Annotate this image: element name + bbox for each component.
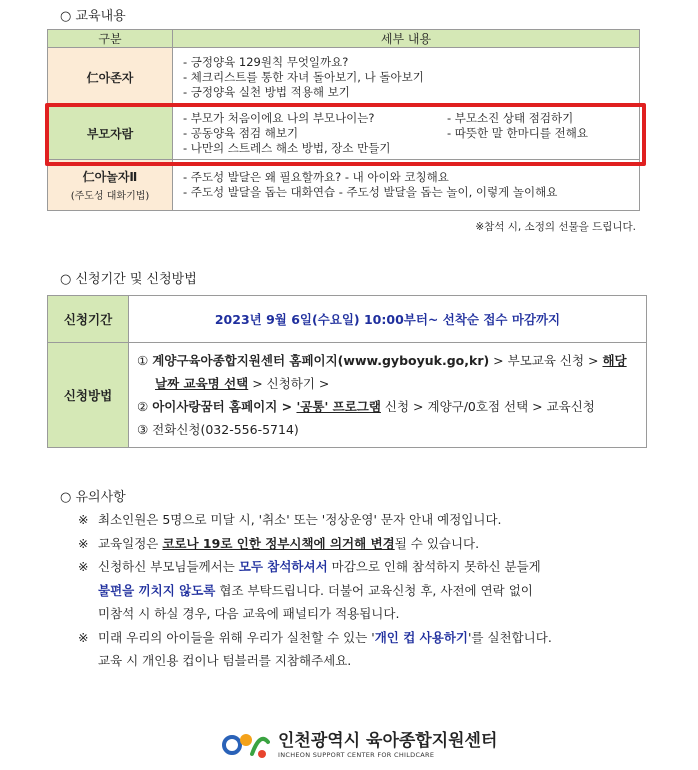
category-label: 仁아놀자Ⅱ xyxy=(82,170,138,184)
details-cell xyxy=(173,48,640,107)
logo-title: 인천광역시 육아종합지원센터 xyxy=(278,730,498,751)
method-cell xyxy=(129,343,647,448)
category-cell xyxy=(48,160,173,211)
category-sublabel: (주도성 대화기법) xyxy=(70,191,150,202)
detail-line: - 공동양육 점검 해보기 xyxy=(183,125,299,140)
detail-line: - 체크리스트를 통한 자녀 돌아보기, 나 돌아보기 xyxy=(183,69,424,84)
category-label: 부모자람 xyxy=(86,126,134,141)
category-label: 仁아존자 xyxy=(86,70,134,85)
method-3: ③ 전화신청(032-556-5714) xyxy=(137,422,299,437)
detail-line: - 나만의 스트레스 해소 방법, 장소 만들기 xyxy=(183,140,391,155)
center-logo xyxy=(222,728,497,762)
table-row xyxy=(48,160,640,211)
logo-mark-icon xyxy=(222,728,270,762)
application-table xyxy=(47,295,647,448)
method-label: 신청방법 xyxy=(48,343,129,448)
table-row xyxy=(48,48,640,107)
section-title-notes: ○ 유의사항 xyxy=(60,490,126,505)
section-title-application: ○ 신청기간 및 신청방법 xyxy=(60,272,197,287)
detail-line: - 긍정양육 실천 방법 적용해 보기 xyxy=(183,84,350,99)
category-cell xyxy=(48,48,173,107)
note-item: ※ 미래 우리의 아이들을 위해 우리가 실천할 수 있는 '개인 컵 사용하기'를 실천합니다. 교육 시 개인용 컵이나 텀블러를 지참해주세요. xyxy=(78,629,552,668)
note-item: ※ 신청하신 부모님들께서는 모두 참석하셔서 마감으로 인해 참석하지 못하신 분들게 불편을 끼치지 않도록 협조 부탁드립니다. 더불어 교육신청 후, 사전에 연락 없이 미참석 시 하실 경우, 다음 교육에 패널티가 적용됩니다. xyxy=(78,559,541,621)
highlight-box xyxy=(45,103,646,166)
detail-line: - 긍정양육 129원칙 무엇일까요? xyxy=(183,54,349,69)
method-2: ② 아이사랑꿈터 홈페이지 > '공통' 프로그램 신청 > 계양구/0호점 선택 > 교육신청 xyxy=(137,399,595,414)
details-cell xyxy=(173,160,640,211)
homepage-link: 계양구육아종합지원센터 홈페이지(www.gyboyuk.go,kr) xyxy=(152,353,490,368)
table-header-details: 세부 내용 xyxy=(173,30,640,48)
notes-list xyxy=(78,508,658,673)
gift-note: ※참석 시, 소정의 선물을 드립니다. xyxy=(475,221,636,233)
detail-line: - 주도성 발달은 왜 필요할까요? - 내 아이와 코칭해요 xyxy=(183,170,449,184)
table-header-category: 구분 xyxy=(48,30,173,48)
section-title-education: ○ 교육내용 xyxy=(60,9,126,24)
detail-line: - 부모가 처음이에요 나의 부모나이는? xyxy=(183,110,375,125)
logo-subtitle: INCHEON SUPPORT CENTER FOR CHILDCARE xyxy=(278,750,435,759)
period-value: 2023년 9월 6일(수요일) 10:00부터~ 선착순 접수 마감까지 xyxy=(129,296,647,343)
detail-line: - 따뜻한 말 한마디를 전해요 xyxy=(447,125,588,140)
detail-line: - 주도성 발달을 돕는 대화연습 - 주도성 발달을 돕는 놀이, 이렇게 놀이해요 xyxy=(183,185,558,199)
note-item: ※ 교육일정은 코로나 19로 인한 정부시책에 의거해 변경될 수 있습니다. xyxy=(78,535,480,551)
detail-line: - 부모소진 상태 점검하기 xyxy=(447,110,574,125)
isarang-link: 아이사랑꿈터 홈페이지 > xyxy=(152,399,297,414)
note-item: ※ 최소인원은 5명으로 미달 시, '취소' 또는 '정상운영' 문자 안내 예정입니다. xyxy=(78,512,502,527)
method-1: ① 계양구육아종합지원센터 홈페이지(www.gyboyuk.go,kr) > 부모교육 신청 > 해당 날짜 교육명 선택 > 신청하기 > xyxy=(137,353,627,391)
period-label: 신청기간 xyxy=(48,296,129,343)
